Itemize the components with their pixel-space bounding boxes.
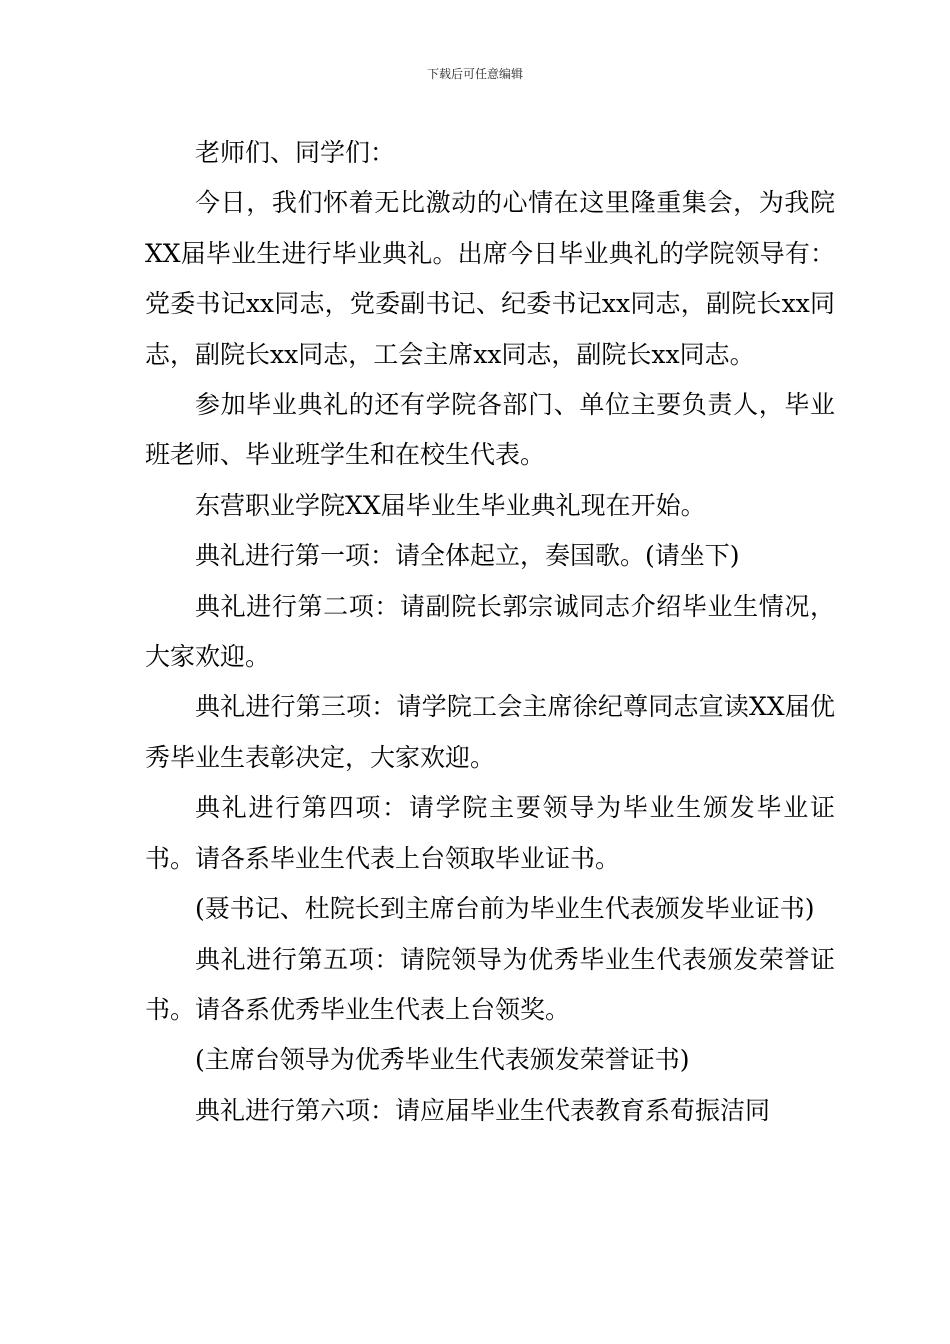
paragraph-item-5-note: (主席台领导为优秀毕业生代表颁发荣誉证书) xyxy=(195,1045,690,1075)
paragraph-item-5: 典礼进行第五项：请院领导为优秀毕业生代表颁发荣誉证书。请各系优秀毕业生代表上台领奖。 xyxy=(145,944,835,1024)
paragraph-item-6: 典礼进行第六项：请应届毕业生代表教育系荀振洁同 xyxy=(195,1095,771,1125)
paragraph-item-4: 典礼进行第四项：请学院主要领导为毕业生颁发毕业证书。请各系毕业生代表上台领取毕业证书。 xyxy=(145,793,835,873)
paragraph-attendees: 参加毕业典礼的还有学院各部门、单位主要负责人，毕业班老师、毕业班学生和在校生代表。 xyxy=(145,390,835,470)
paragraph-ceremony-start: 东营职业学院XX届毕业生毕业典礼现在开始。 xyxy=(195,490,706,520)
paragraph-item-2: 典礼进行第二项：请副院长郭宗诚同志介绍毕业生情况，大家欢迎。 xyxy=(145,591,835,672)
page-header-note: 下载后可任意编辑 xyxy=(426,67,523,81)
document-body xyxy=(145,128,835,1136)
paragraph-opening: 今日，我们怀着无比激动的心情在这里隆重集会，为我院XX届毕业生进行毕业典礼。出席今日毕业典礼的学院领导有：党委书记xx同志，党委副书记、纪委书记xx同志，副院长xx同志，副院长xx同志，工会主席xx同志，副院长xx同志。 xyxy=(145,188,835,369)
paragraph-item-1: 典礼进行第一项：请全体起立，奏国歌。(请坐下) xyxy=(195,541,740,571)
paragraph-item-3: 典礼进行第三项：请学院工会主席徐纪尊同志宣读XX届优秀毕业生表彰决定，大家欢迎。 xyxy=(145,692,835,772)
paragraph-item-4-note: (聂书记、杜院长到主席台前为毕业生代表颁发毕业证书) xyxy=(195,894,815,924)
paragraph-salutation: 老师们、同学们： xyxy=(195,138,396,167)
